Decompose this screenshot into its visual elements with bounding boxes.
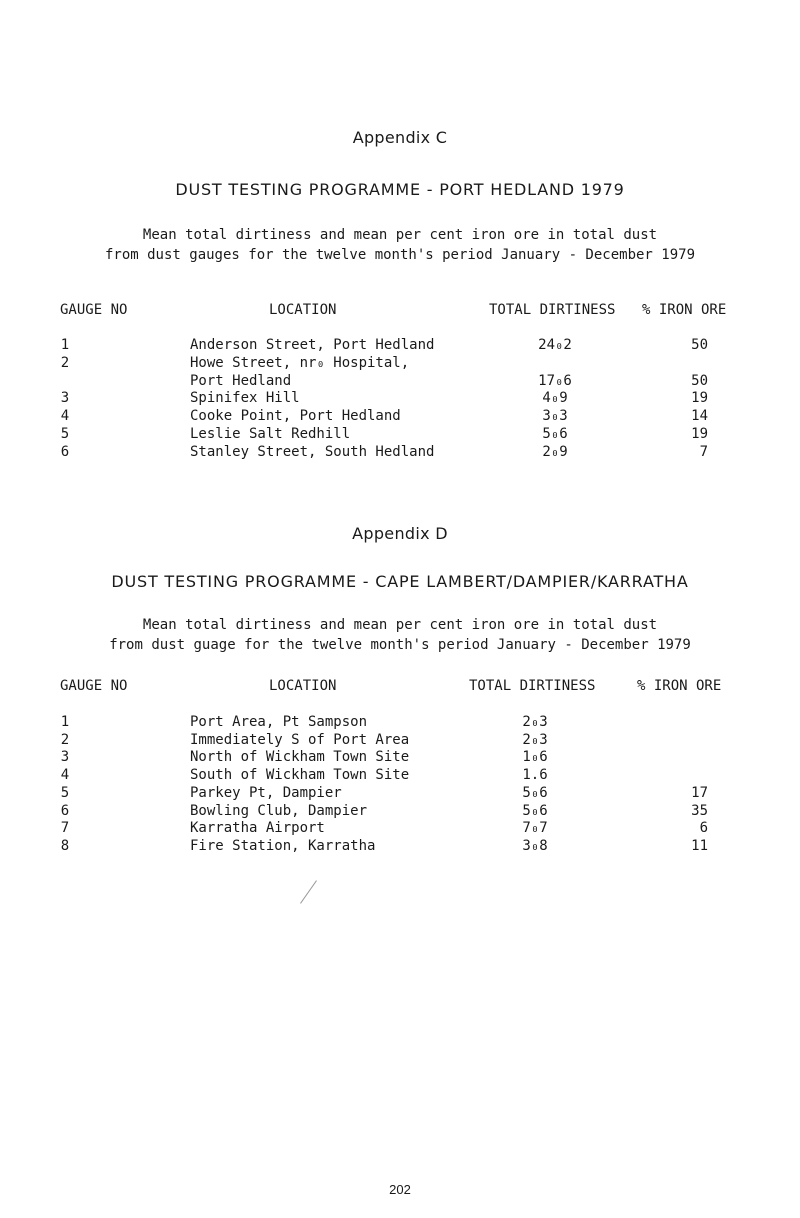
page-number: 202	[389, 1182, 411, 1197]
iron-ore-cell: 17	[691, 784, 708, 801]
iron-ore-cell: 50	[691, 372, 708, 389]
table-header	[0, 678, 800, 696]
appendix-c-title: DUST TESTING PROGRAMME - PORT HEDLAND 1979	[175, 180, 625, 199]
table-row	[0, 732, 800, 750]
column-header-dirtiness: TOTAL DIRTINESS	[489, 302, 616, 318]
appendix-d-description	[0, 615, 800, 655]
dirtiness-cell: 2₀3	[522, 714, 548, 730]
table-row	[0, 426, 800, 444]
dirtiness-cell: 5₀6	[522, 784, 548, 801]
iron-ore-cell: 19	[691, 426, 708, 442]
table-header	[0, 302, 800, 320]
dirtiness-cell: 7₀7	[522, 820, 548, 837]
dirtiness-cell: 17₀6	[538, 372, 572, 389]
gauge-number: 1	[60, 714, 70, 730]
column-header-iron: % IRON ORE	[637, 678, 722, 694]
dirtiness-cell: 5₀6	[542, 426, 568, 442]
column-header-iron: % IRON ORE	[642, 302, 727, 318]
table-row	[0, 444, 800, 462]
iron-ore-cell: 6	[699, 820, 708, 837]
dirtiness-cell: 1.6	[522, 767, 548, 784]
table-row	[0, 408, 800, 426]
gauge-number: 2	[60, 354, 70, 371]
appendix-c-heading: Appendix C	[352, 128, 448, 147]
gauge-number: 4	[60, 767, 70, 784]
appendix-d-title: DUST TESTING PROGRAMME - CAPE LAMBERT/DAMPIER/KARRATHA	[111, 572, 689, 591]
location-cell: Spinifex Hill	[190, 390, 300, 407]
location-cell: Anderson Street, Port Hedland	[190, 337, 435, 353]
gauge-number: 6	[60, 802, 70, 819]
appendix-d-heading: Appendix D	[352, 524, 448, 543]
dirtiness-cell: 2₀9	[542, 443, 568, 460]
table-row	[0, 820, 800, 838]
description-line: Mean total dirtiness and mean per cent iron ore in total dust	[142, 227, 658, 243]
column-header-location: LOCATION	[269, 678, 337, 694]
iron-ore-cell: 35	[691, 802, 708, 819]
location-cell: Port Area, Pt Sampson	[190, 714, 368, 730]
iron-ore-cell: 11	[691, 837, 708, 854]
gauge-number: 7	[60, 820, 70, 837]
table-row	[0, 390, 800, 408]
gauge-number: 3	[60, 390, 70, 407]
table-row	[0, 373, 800, 391]
gauge-number: 6	[60, 443, 70, 460]
column-header-location: LOCATION	[269, 302, 337, 318]
gauge-number: 8	[60, 837, 70, 854]
dirtiness-cell: 1₀6	[522, 749, 548, 766]
description-line: from dust gauges for the twelve month's period January - December 1979	[104, 247, 695, 263]
gauge-number: 1	[60, 337, 70, 353]
table-row	[0, 767, 800, 785]
table-row	[0, 749, 800, 767]
table-row	[0, 355, 800, 373]
dirtiness-cell: 3₀3	[542, 408, 568, 425]
column-header-dirtiness: TOTAL DIRTINESS	[469, 678, 596, 694]
description-line: Mean total dirtiness and mean per cent iron ore in total dust	[142, 617, 658, 633]
table-row	[0, 838, 800, 856]
iron-ore-cell: 14	[691, 408, 708, 425]
table-row	[0, 714, 800, 732]
dirtiness-cell: 4₀9	[542, 390, 568, 407]
iron-ore-cell: 7	[699, 443, 708, 460]
location-cell: Bowling Club, Dampier	[190, 802, 368, 819]
table-row	[0, 337, 800, 355]
location-cell: South of Wickham Town Site	[190, 767, 410, 784]
gauge-number: 4	[60, 408, 70, 425]
gauge-number: 5	[60, 426, 70, 442]
iron-ore-cell: 19	[691, 390, 708, 407]
gauge-number: 2	[60, 731, 70, 748]
location-cell: Howe Street, nr₀ Hospital,	[190, 354, 410, 371]
location-cell: Immediately S of Port Area	[190, 731, 410, 748]
gauge-number: 3	[60, 749, 70, 766]
description-line: from dust guage for the twelve month's period January - December 1979	[109, 637, 691, 653]
table-row	[0, 803, 800, 821]
location-cell: Fire Station, Karratha	[190, 837, 376, 854]
location-cell: Parkey Pt, Dampier	[190, 784, 342, 801]
dirtiness-cell: 2₀3	[522, 731, 548, 748]
location-cell: Karratha Airport	[190, 820, 325, 837]
location-cell: Cooke Point, Port Hedland	[190, 408, 401, 425]
table-row	[0, 785, 800, 803]
location-cell: Port Hedland	[190, 372, 292, 389]
dirtiness-cell: 24₀2	[538, 337, 572, 353]
column-header-gauge: GAUGE NO	[60, 302, 128, 318]
appendix-c-description	[0, 225, 800, 265]
location-cell: North of Wickham Town Site	[190, 749, 410, 766]
pen-mark	[300, 880, 317, 904]
iron-ore-cell: 50	[691, 337, 708, 353]
location-cell: Leslie Salt Redhill	[190, 426, 351, 442]
location-cell: Stanley Street, South Hedland	[190, 443, 435, 460]
column-header-gauge: GAUGE NO	[60, 678, 128, 694]
gauge-number: 5	[60, 784, 70, 801]
dirtiness-cell: 5₀6	[522, 802, 548, 819]
dirtiness-cell: 3₀8	[522, 837, 548, 854]
